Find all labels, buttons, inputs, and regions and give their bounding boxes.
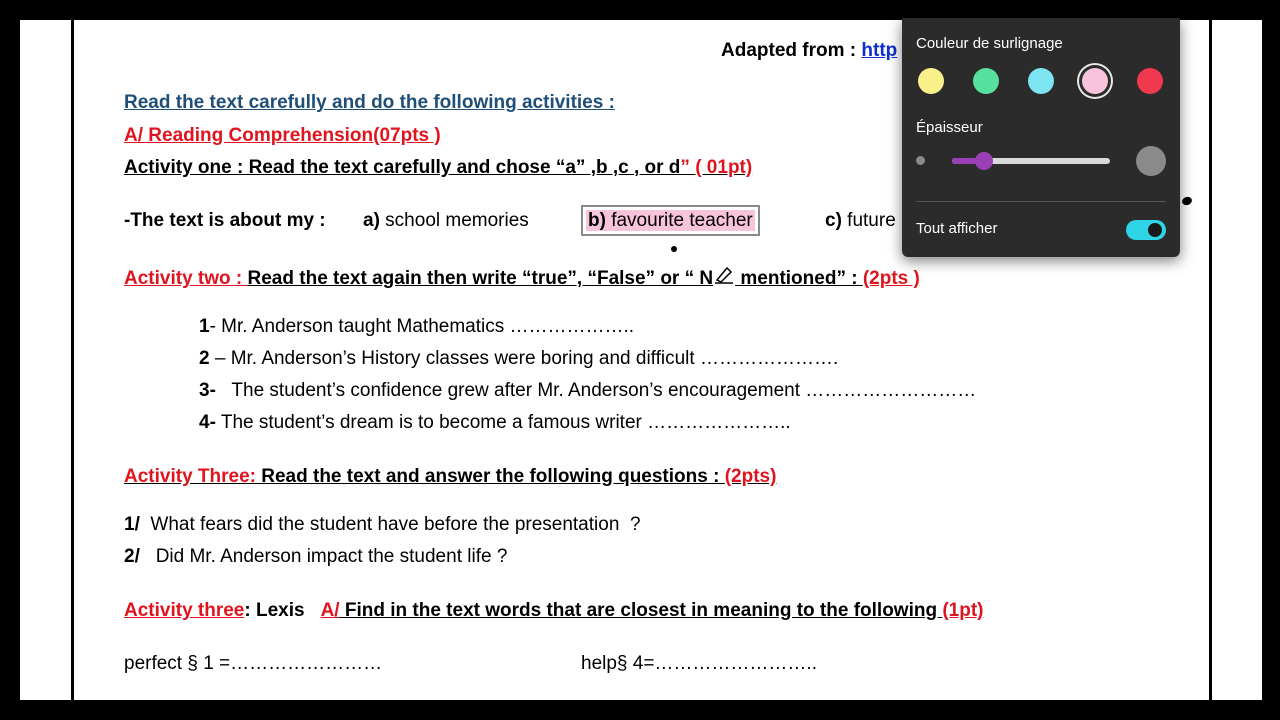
activity-two-label: Activity two : [124,268,248,289]
source-link[interactable]: http [861,40,898,61]
instruction: Read the text carefully and do the following activities : [124,92,615,113]
question-text: Did Mr. Anderson impact the student life ? [139,546,508,567]
adapted-from [721,40,897,62]
statement-4 [199,412,791,434]
color-swatch-cyan[interactable] [1028,68,1054,94]
activity-three [124,466,776,488]
option-b-letter: b) [588,210,606,231]
panel-divider [916,201,1166,202]
color-swatch-green[interactable] [973,68,999,94]
question-1 [124,514,641,536]
section-a-title: A/ Reading Comprehension(07pts ) [124,125,441,146]
option-a [363,210,529,232]
activity-lexis-text: Find in the text words that are closest in meaning to the following [339,600,943,621]
question-num: 2/ [124,546,140,567]
activity-two-points: (2pts ) [862,268,920,289]
show-all-toggle[interactable] [1126,220,1166,240]
statement-text: The student’s confidence grew after Mr. Anderson’s encouragement ……………………… [215,380,977,401]
right-margin-line [1209,20,1212,700]
lexis-item-1: perfect § 1 =…………………… [124,653,383,674]
option-c [825,210,896,232]
activity-one-label: Activity one : Read the text carefully and chose “a” ,b ,c , or d [124,157,681,178]
statement-num: 1 [199,316,210,337]
option-a-letter: a) [363,210,380,231]
option-a-text: school memories [379,210,529,231]
activity-three-label: Activity Three: [124,466,256,487]
pen-cursor-icon [713,264,735,290]
statement-1 [199,316,634,338]
option-b-highlight[interactable] [586,210,755,231]
activity-three-text: Read the text and answer the following questions : [255,466,725,487]
activity-two-text-end: mentioned” : [735,268,863,289]
option-b[interactable] [586,210,755,232]
option-c-letter: c) [825,210,842,231]
adapted-from-label: Adapted from : [721,40,862,61]
question-num: 1/ [124,514,140,535]
statement-num: 4- [199,412,216,433]
statement-2 [199,348,838,370]
activity-lexis-label: Activity three [124,600,245,621]
question-text-about: -The text is about my : [124,210,326,231]
ink-dot [671,246,677,252]
activity-two-text: Read the text again then write “true”, “False” or “ N [247,268,714,289]
option-b-text: favourite teacher [605,210,753,231]
statement-num: 2 [199,348,210,369]
left-margin-line [71,20,74,700]
color-swatch-yellow[interactable] [918,68,944,94]
activity-lexis [124,600,984,622]
color-swatch-red[interactable] [1137,68,1163,94]
color-swatch-pink[interactable] [1082,68,1108,94]
statement-text: - Mr. Anderson taught Mathematics ……………….. [209,316,635,337]
option-c-text: future [841,210,896,231]
statement-text: – Mr. Anderson’s History classes were boring and difficult …………………. [209,348,839,369]
lexis-part-a: A/ [320,600,340,621]
statement-num: 3- [199,380,216,401]
activity-lexis-points: (1pt) [942,600,984,621]
activity-two [124,264,920,290]
activity-one-points: ” ( 01pt) [680,157,753,178]
show-all-label: Tout afficher [916,220,998,237]
thickness-label: Épaisseur [916,119,983,136]
thickness-slider[interactable] [952,158,1110,164]
thickness-slider-thumb[interactable] [975,152,993,170]
statement-3 [199,380,976,402]
activity-one [124,157,752,179]
question-2 [124,546,507,568]
statement-text: The student’s dream is to become a famous writer ………………….. [215,412,791,433]
highlighter-panel [902,18,1180,257]
lexis-item-2: help§ 4=…………………….. [581,653,817,674]
highlight-color-label: Couleur de surlignage [916,35,1063,52]
activity-lexis-title: : Lexis [244,600,305,621]
thick-size-icon [1136,146,1166,176]
show-all-toggle-knob [1148,223,1162,237]
question-text: What fears did the student have before the presentation ? [139,514,641,535]
thin-size-icon [916,156,925,165]
activity-three-points: (2pts) [724,466,777,487]
